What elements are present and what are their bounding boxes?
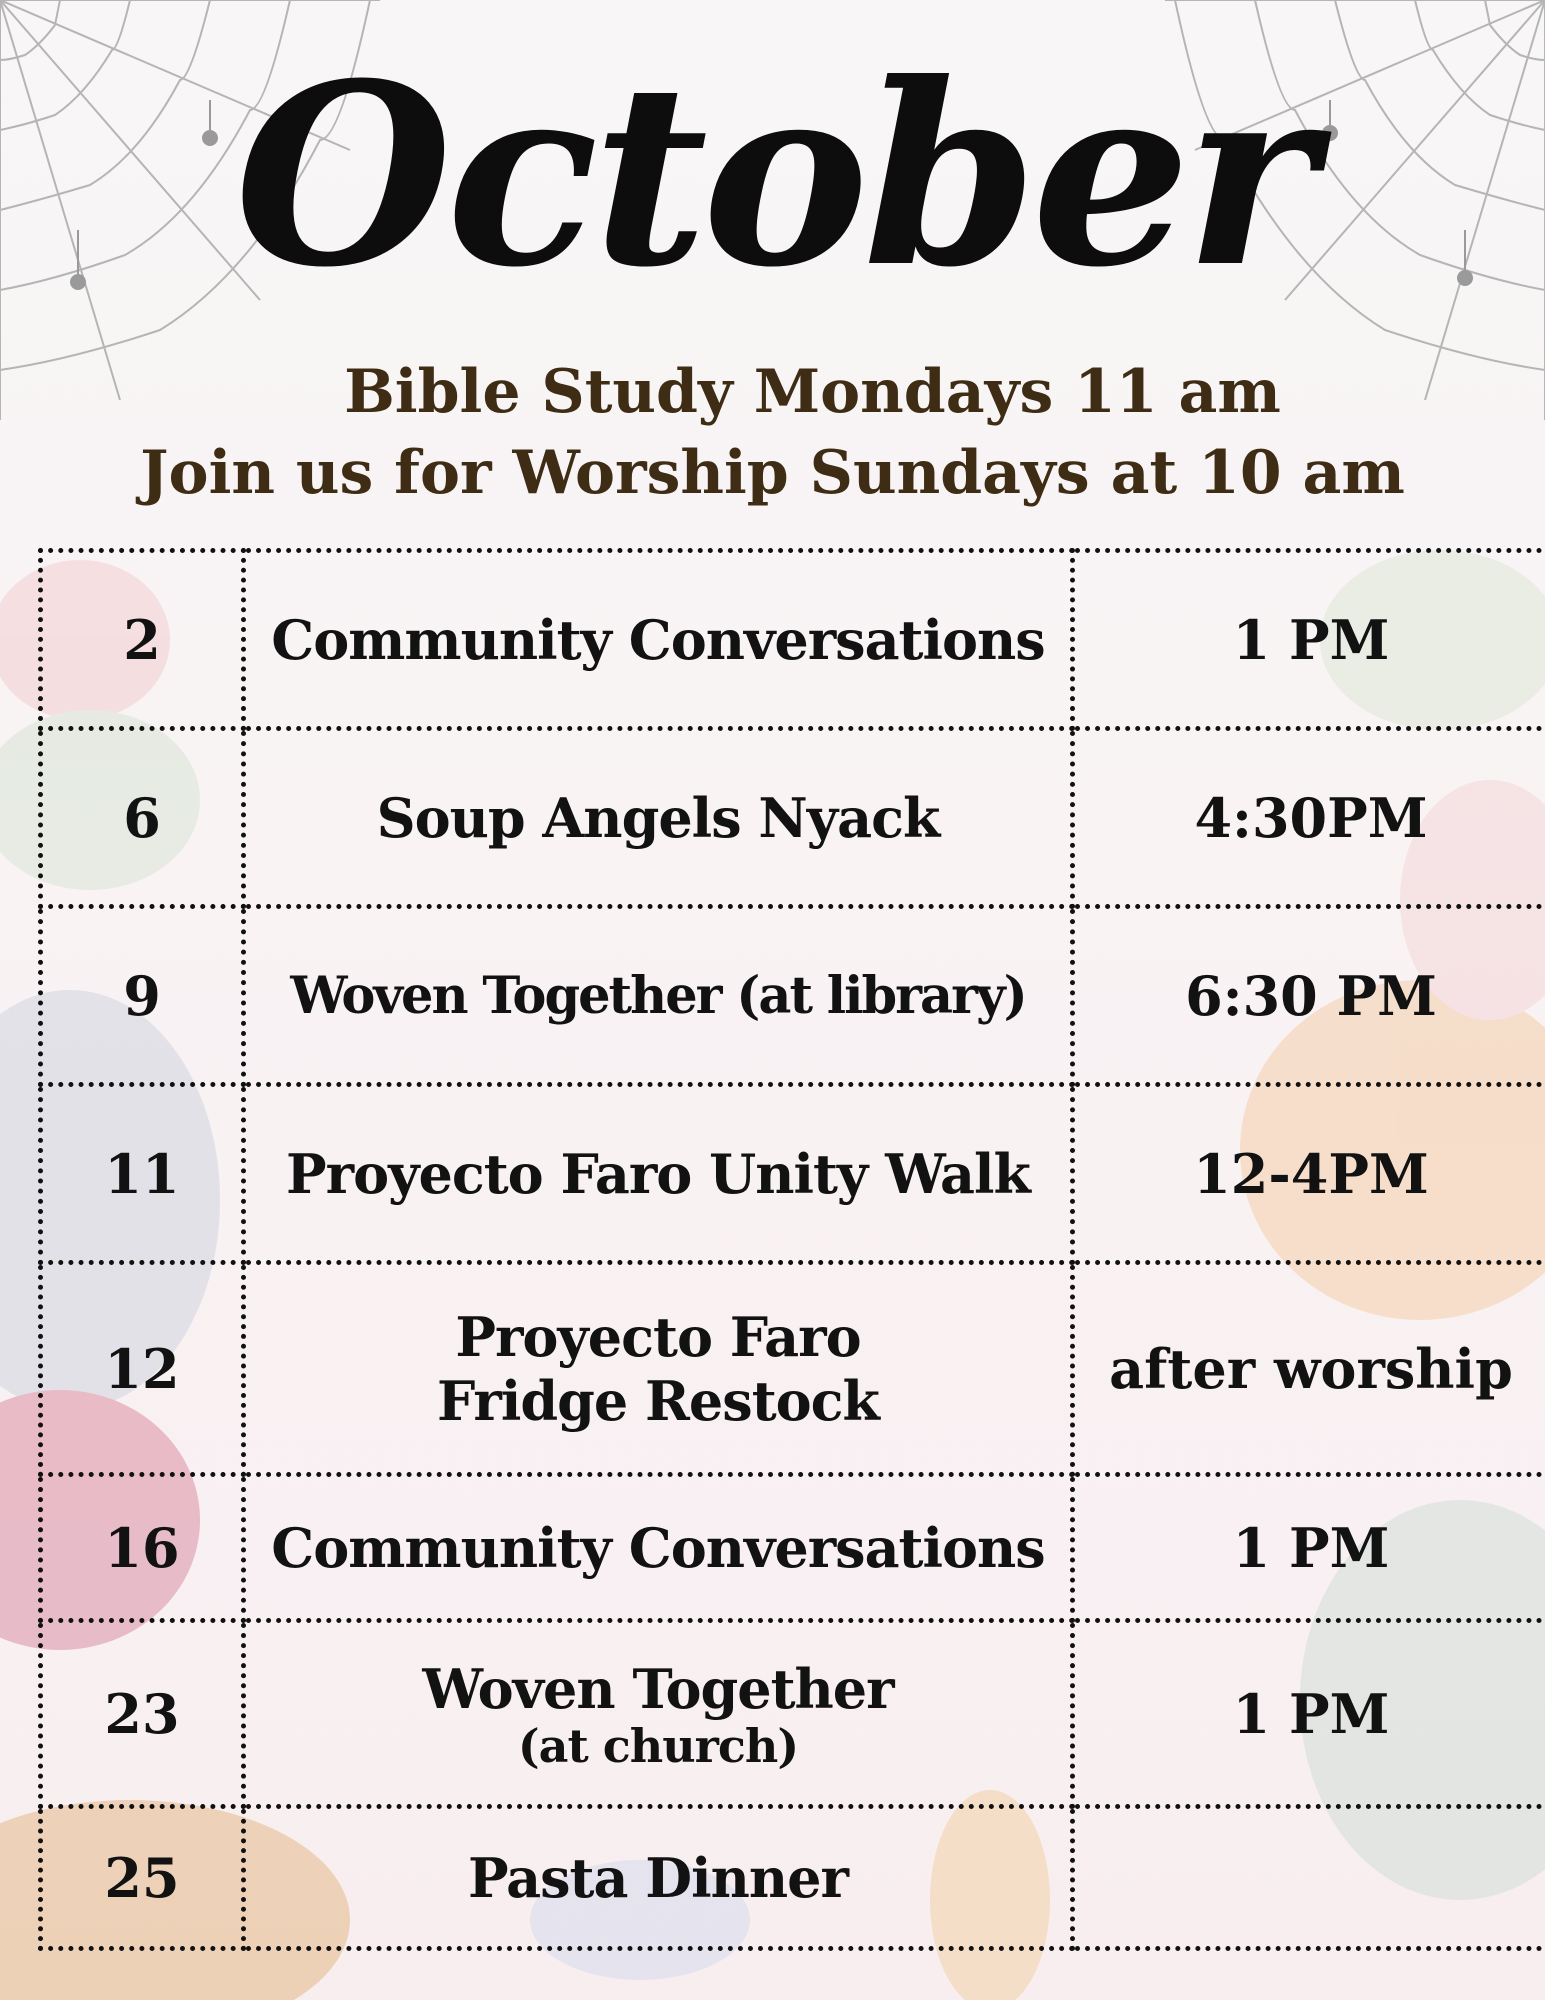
event-time: after worship [1073,1263,1545,1475]
worship-line: Join us for Worship Sundays at 10 am [140,438,1405,508]
table-row [41,907,1545,1085]
event-title: Soup Angels Nyack [376,785,940,850]
event-name [244,1475,1073,1621]
event-time: 4:30PM [1073,729,1545,907]
event-name [244,1807,1073,1949]
event-date: 25 [41,1807,244,1949]
event-title: Proyecto Faro Unity Walk [286,1141,1030,1206]
event-name [244,729,1073,907]
event-time [1073,1807,1545,1949]
table-row [41,1085,1545,1263]
event-date: 11 [41,1085,244,1263]
event-name [244,551,1073,729]
event-subtitle: (at church) [517,1718,799,1773]
event-title: Proyecto Faro Fridge Restock [437,1304,879,1433]
event-title: Community Conversations [271,607,1045,672]
table-row [41,1263,1545,1475]
event-name [244,1621,1073,1807]
table-row [41,551,1545,729]
event-time: 6:30 PM [1073,907,1545,1085]
event-title: Pasta Dinner [468,1845,848,1910]
table-row [41,729,1545,907]
event-title: Woven Together (at library) [290,965,1026,1026]
event-date: 16 [41,1475,244,1621]
event-date: 6 [41,729,244,907]
event-name [244,907,1073,1085]
table-row [41,1621,1545,1807]
event-date: 23 [41,1621,244,1807]
page-title: October [234,28,1311,322]
bible-study-line: Bible Study Mondays 11 am [344,357,1281,427]
event-date: 9 [41,907,244,1085]
table-row [41,1475,1545,1621]
event-time: 1 PM [1073,551,1545,729]
event-title: Woven Together [422,1656,894,1721]
table-row [41,1807,1545,1949]
event-date: 12 [41,1263,244,1475]
event-time: 1 PM [1073,1475,1545,1621]
event-title: Community Conversations [271,1515,1045,1580]
event-name [244,1085,1073,1263]
schedule-table [38,548,1545,1951]
event-date: 2 [41,551,244,729]
event-time: 1 PM [1073,1621,1545,1807]
event-name [244,1263,1073,1475]
event-time: 12-4PM [1073,1085,1545,1263]
